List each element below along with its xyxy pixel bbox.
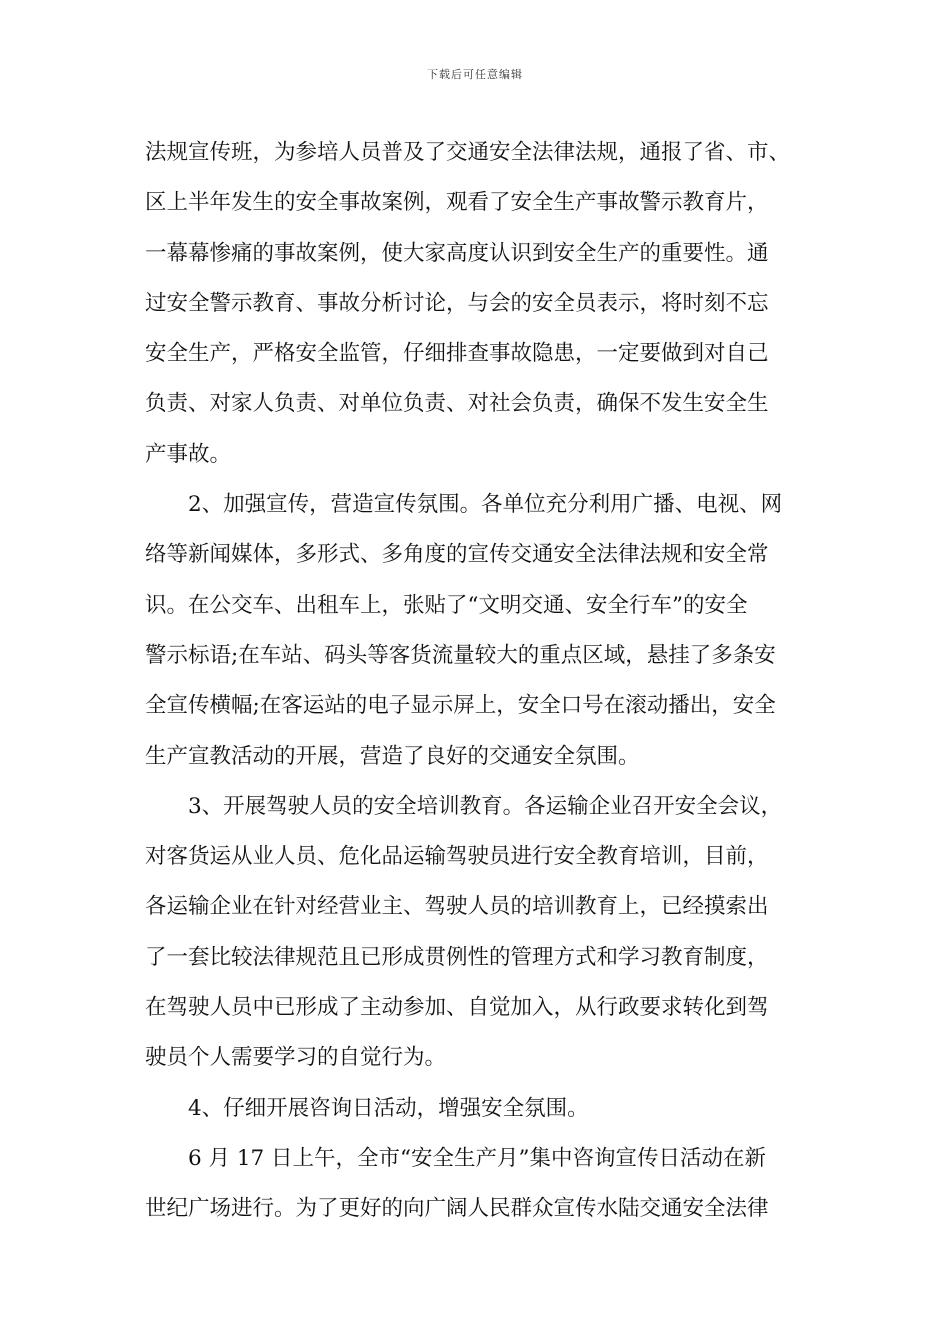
text-line: 4、仔细开展咨询日活动，增强安全氛围。 bbox=[188, 1095, 589, 1121]
text-line: 产事故。 bbox=[145, 441, 232, 467]
text-line: 各运输企业在针对经营业主、驾驶人员的培训教育上，已经摸索出 bbox=[145, 894, 769, 920]
text-line: 对客货运从业人员、危化品运输驾驶员进行安全教育培训，目前， bbox=[145, 844, 769, 870]
text-line: 过安全警示教育、事故分析讨论，与会的安全员表示，将时刻不忘 bbox=[145, 290, 769, 316]
text-line: 世纪广场进行。为了更好的向广阔人民群众宣传水陆交通安全法律 bbox=[145, 1196, 769, 1222]
document-body bbox=[145, 128, 805, 1235]
text-line: 6 月 17 日上午，全市“安全生产月”集中咨询宣传日活动在新 bbox=[188, 1145, 767, 1171]
text-line: 警示标语;在车站、码头等客货流量较大的重点区域，悬挂了多条安 bbox=[145, 642, 776, 668]
text-line: 识。在公交车、出租车上，张贴了“文明交通、安全行车”的安全 bbox=[145, 592, 748, 618]
text-line: 区上半年发生的安全事故案例，观看了安全生产事故警示教育片， bbox=[145, 190, 769, 216]
text-line: 在驾驶人员中已形成了主动参加、自觉加入，从行政要求转化到驾 bbox=[145, 995, 769, 1021]
text-line: 全宣传横幅;在客运站的电子显示屏上，安全口号在滚动播出，安全 bbox=[145, 693, 776, 719]
page-header: 下载后可任意编辑 bbox=[427, 68, 523, 81]
text-line: 生产宣教活动的开展，营造了良好的交通安全氛围。 bbox=[145, 743, 640, 769]
text-line: 安全生产，严格安全监管，仔细排查事故隐患，一定要做到对自己 bbox=[145, 341, 769, 367]
text-line: 2、加强宣传，营造宣传氛围。各单位充分利用广播、电视、网 bbox=[188, 492, 783, 518]
text-line: 了一套比较法律规范且已形成贯例性的管理方式和学习教育制度， bbox=[145, 944, 769, 970]
text-line: 负责、对家人负责、对单位负责、对社会负责，确保不发生安全生 bbox=[145, 391, 769, 417]
text-line: 络等新闻媒体，多形式、多角度的宣传交通安全法律法规和安全常 bbox=[145, 542, 769, 568]
text-line: 法规宣传班，为参培人员普及了交通安全法律法规，通报了省、市、 bbox=[145, 140, 791, 165]
text-line: 驶员个人需要学习的自觉行为。 bbox=[145, 1045, 447, 1071]
text-line: 3、开展驾驶人员的安全培训教育。各运输企业召开安全会议， bbox=[188, 793, 783, 819]
text-line: 一幕幕惨痛的事故案例，使大家高度认识到安全生产的重要性。通 bbox=[145, 240, 769, 266]
